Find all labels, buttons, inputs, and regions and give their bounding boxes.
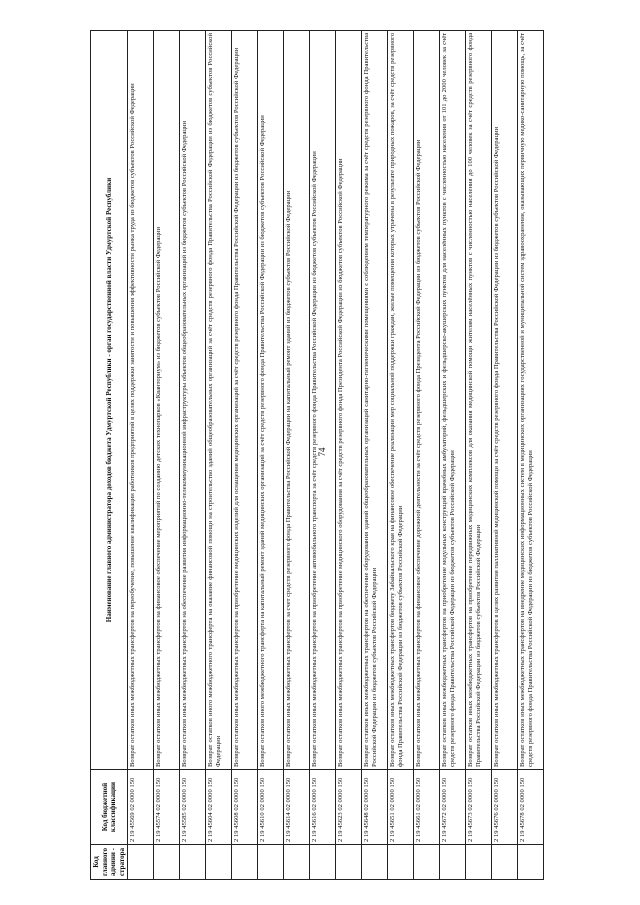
budget-code-cell: 2 19 45604 02 0000 150 xyxy=(206,770,232,845)
budget-code-cell: 2 19 45608 02 0000 150 xyxy=(232,770,258,845)
description-cell: Возврат остатков иных межбюджетных трансфертов на приобретение автомобильного транспорта за счёт средств резервного фонда Правительства Российской Федерации из бюджетов субъектов Российской Федерации xyxy=(310,31,336,770)
budget-code-cell: 2 19 45651 02 0000 150 xyxy=(388,770,414,845)
admin-cell xyxy=(362,845,388,880)
table-row xyxy=(154,31,180,880)
budget-code-cell: 2 19 45672 02 0000 150 xyxy=(440,770,466,845)
admin-cell xyxy=(258,845,284,880)
budget-code-cell: 2 19 45623 02 0000 150 xyxy=(336,770,362,845)
header-admin-code: Код главного админи - стратора xyxy=(91,845,128,880)
admin-cell xyxy=(518,845,544,880)
budget-code-cell: 2 19 45569 02 0000 150 xyxy=(128,770,154,845)
budget-code-cell: 2 19 45614 02 0000 150 xyxy=(284,770,310,845)
admin-cell xyxy=(466,845,492,880)
admin-cell xyxy=(336,845,362,880)
budget-code-cell: 2 19 45648 02 0000 150 xyxy=(362,770,388,845)
description-cell: Возврат остатков иных межбюджетных трансфертов на обеспечение оборудования зданий общеобразовательных организаций санитарно-гигиеническими помещениями с соблюдением температурного режима за счёт средств резервного фонда Правительства Российской Федерации из бюджетов субъектов Российской Федерации xyxy=(362,31,388,770)
table-row xyxy=(310,31,336,880)
admin-cell xyxy=(206,845,232,880)
description-cell: Возврат остатков иных межбюджетных трансфертов на финансовое обеспечение дорожной деятельности за счёт средств резервного фонда Президента Российской Федерации из бюджетов субъектов Российской Федерации xyxy=(414,31,440,770)
description-cell: Возврат остатков иных межбюджетных трансфертов бюджету Забайкальского края на финансовое обеспечение реализации мер социальной поддержки граждан, жилые помещения которых утрачены в результате природных пожаров, за счёт средств резервного фонда Правительства Российской Федерации из бюджетов субъектов Российской Федерации xyxy=(388,31,414,770)
admin-cell xyxy=(388,845,414,880)
description-cell: Возврат остатков иных межбюджетных трансфертов в целях развития паллиативной медицинской помощи за счёт средств резервного фонда Правительства Российской Федерации из бюджетов субъектов Российской Федерации xyxy=(492,31,518,770)
description-cell: Возврат остатков иных межбюджетных трансфертов на приобретение модульных конструкций врачебных амбулаторий, фельдшерских и фельдшерско-акушерских пунктов для населённых пунктов с численностью населения от 101 до 2000 человек за счёт средств резервного фонда Правительства Российской Федерации из бюджетов субъектов Российской Федерации xyxy=(440,31,466,770)
admin-cell xyxy=(232,845,258,880)
description-cell: Возврат остатков иных межбюджетных трансфертов на обеспечение развития информационно-телекоммуникационной инфраструктуры объектов общеобразовательных организаций из бюджетов субъектов Российской Федерации xyxy=(180,31,206,770)
table-row xyxy=(284,31,310,880)
table-row xyxy=(388,31,414,880)
rotated-table-container xyxy=(90,30,570,880)
description-cell: Возврат остатков иных межбюджетных трансфертов на финансовое обеспечение мероприятий по созданию детских технопарков «Кванториум» из бюджетов субъектов Российской Федерации xyxy=(154,31,180,770)
budget-code-cell: 2 19 45673 02 0000 150 xyxy=(466,770,492,845)
header-name: Наименование главного администратора доходов бюджета Удмуртской Республики - орган государственной власти Удмуртской Республики xyxy=(91,31,128,770)
budget-code-cell: 2 19 45676 02 0000 150 xyxy=(492,770,518,845)
admin-cell xyxy=(154,845,180,880)
page-number: 74 xyxy=(317,447,327,457)
description-cell: Возврат остатков иных межбюджетных трансфертов на приобретение передвижных медицинских комплексов для оказания медицинской помощи жителям населённых пунктов с численностью населения до 100 человек за счёт средств резервного фонда Правительства Российской Федерации из бюджетов субъектов Российской Федерации xyxy=(466,31,492,770)
table-row xyxy=(518,31,544,880)
admin-cell xyxy=(128,845,154,880)
budget-code-cell: 2 19 45574 02 0000 150 xyxy=(154,770,180,845)
budget-revenue-table xyxy=(90,30,544,880)
table-header-row xyxy=(91,31,128,880)
description-cell: Возврат остатков иного межбюджетного трансферта на капитальный ремонт зданий медицинских организаций за счёт средств резервного фонда Правительства Российской Федерации из бюджетов субъектов Российской Федерации xyxy=(258,31,284,770)
table-row xyxy=(128,31,154,880)
table-row xyxy=(206,31,232,880)
budget-code-cell: 2 19 45610 02 0000 150 xyxy=(258,770,284,845)
admin-cell xyxy=(284,845,310,880)
admin-cell xyxy=(414,845,440,880)
table-row xyxy=(180,31,206,880)
table-row xyxy=(258,31,284,880)
admin-cell xyxy=(180,845,206,880)
description-cell: Возврат остатков иных межбюджетных трансфертов на приобретение медицинского оборудования за счёт средств резервного фонда Президента Российской Федерации из бюджетов субъектов Российской Федерации xyxy=(336,31,362,770)
admin-cell xyxy=(310,845,336,880)
table-row xyxy=(362,31,388,880)
admin-cell xyxy=(492,845,518,880)
description-cell: Возврат остатков иных межбюджетных трансфертов на приобретение медицинских изделий для оснащения медицинских организаций за счёт средств резервного фонда Правительства Российской Федерации из бюджетов субъектов Российской Федерации xyxy=(232,31,258,770)
table-row xyxy=(492,31,518,880)
table-row xyxy=(466,31,492,880)
budget-code-cell: 2 19 45678 02 0000 150 xyxy=(518,770,544,845)
budget-code-cell: 2 19 45616 02 0000 150 xyxy=(310,770,336,845)
table-row xyxy=(232,31,258,880)
table-row xyxy=(414,31,440,880)
budget-code-cell: 2 19 45661 02 0000 150 xyxy=(414,770,440,845)
header-budget-code: Код бюджетной классификации xyxy=(91,770,128,845)
description-cell: Возврат остатков иных межбюджетных трансфертов на переобучение, повышение квалификации работников предприятий в целях поддержки занятости и повышения эффективности рынка труда из бюджетов субъектов Российской Федерации xyxy=(128,31,154,770)
description-cell: Возврат остатков иных межбюджетных трансфертов за счет средств резервного фонда Правительства Российской Федерации на капитальный ремонт зданий из бюджетов субъектов Российской Федерации xyxy=(284,31,310,770)
description-cell: Возврат остатков иного межбюджетного трансферта на оказание финансовой помощи на строительство зданий общеобразовательных организаций за счёт средств резервного фонда Правительства Российской Федерации из бюджетов субъектов Российской Федерации xyxy=(206,31,232,770)
description-cell: Возврат остатков иных межбюджетных трансфертов на внедрение медицинских информационных систем в медицинских организациях государственной и муниципальной систем здравоохранения, оказывающих первичную медико-санитарную помощь, за счёт средств резервного фонда Правительства Российской Федерации из бюджетов субъектов Российской Федерации xyxy=(518,31,544,770)
budget-code-cell: 2 19 45585 02 0000 150 xyxy=(180,770,206,845)
admin-cell xyxy=(440,845,466,880)
table-row xyxy=(336,31,362,880)
table-row xyxy=(440,31,466,880)
